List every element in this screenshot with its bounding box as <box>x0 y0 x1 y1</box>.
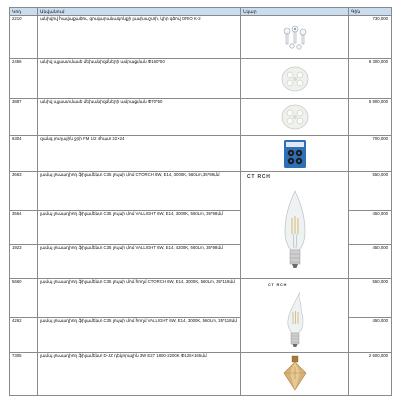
cell-code: 1923 <box>10 245 38 279</box>
cell-code: 3564 <box>10 211 38 245</box>
plastic-fittings-icon <box>275 22 315 52</box>
header-row <box>10 8 392 16</box>
cell-name: լամպ լուսադիոդ ֆիլամենտ C35 լույսի մոմ VALLIGHT 6W, E14, 3000K, 560Lm, 35*98մմ <box>38 211 241 245</box>
table-row <box>10 136 392 172</box>
cell-name: անիվ պլաստմասե մեխանիզմների ամրացման Փ160*50 <box>38 59 241 99</box>
cell-price: 2 600,000 <box>349 353 392 396</box>
white-wheel-icon <box>278 102 312 132</box>
price-list <box>9 7 391 396</box>
cell-price: 8 300,000 <box>349 59 392 99</box>
table-row <box>10 279 392 318</box>
cell-name: լամպ լուսադիոդ ֆիլամենտ C35 լույսի մոմ VALLIGHT 6W, E14, 4200K, 560Lm, 35*98մմ <box>38 245 241 279</box>
white-wheel-icon <box>278 64 312 94</box>
table-row <box>10 353 392 396</box>
cell-image <box>241 16 349 59</box>
cell-code: 5660 <box>10 279 38 318</box>
table-row <box>10 16 392 59</box>
decorative-diamond-bulb-icon <box>281 355 309 393</box>
header-name: Անվանում <box>38 8 241 16</box>
cell-price: 450,000 <box>349 317 392 352</box>
price-table <box>9 7 392 396</box>
header-price: Գին <box>349 8 392 16</box>
cell-price: 450,000 <box>349 245 392 279</box>
ctorch-logo: CT RCH <box>268 283 288 287</box>
cell-price: 550,000 <box>349 172 392 211</box>
table-row <box>10 59 392 99</box>
header-code: Կոդ <box>10 8 38 16</box>
cell-image <box>241 59 349 99</box>
table-row <box>10 172 392 211</box>
cell-code: 3887 <box>10 99 38 136</box>
cell-code: 2466 <box>10 59 38 99</box>
cell-name: լամպ լուսադիոդ ֆիլամենտ C35 լույսի մոմ հողմ VALLIGHT 6W, E14, 3000K, 560Lm, 35*118մմ <box>38 317 241 352</box>
cell-code: 4262 <box>10 317 38 352</box>
cell-price: 730,000 <box>349 16 392 59</box>
cell-code: 3663 <box>10 172 38 211</box>
cell-image <box>241 353 349 396</box>
cell-name: լամպ լուսադիոդ ֆիլամենտ D-JZ դեկորային 3W E27 1800-2200K Փ125×165մմ <box>38 353 241 396</box>
table-row <box>10 99 392 136</box>
cell-name: լամպ լուսադիոդ ֆիլամենտ C35 լույսի մոմ CTORCH 6W, E14, 3000K, 560Lm,35*98մմ <box>38 172 241 211</box>
cell-price: 550,000 <box>349 279 392 318</box>
cell-code: 2210 <box>10 16 38 59</box>
cell-image <box>241 136 349 172</box>
header-image: Նկար <box>241 8 349 16</box>
cell-image <box>241 172 349 279</box>
cell-code: 6304 <box>10 136 38 172</box>
ctorch-logo: CT RCH <box>247 174 271 180</box>
candle-bulb-icon <box>275 188 315 278</box>
cell-name: անիվով հավաքածու, զուգարանակոնքի լասխաշտի, կիր գծով ORIO K-2 <box>38 16 241 59</box>
cell-price: 700,000 <box>349 136 392 172</box>
blister-pack-washers-icon <box>281 138 309 170</box>
cell-image <box>241 279 349 353</box>
cell-name: անիվ պլաստմասե մեխանիզմների ամրացման Փ70*50 <box>38 99 241 136</box>
flame-tip-bulb-icon <box>280 290 310 352</box>
cell-code: 7305 <box>10 353 38 396</box>
cell-name: զանգ յուղային ջրի FM 1/2 4հատ 22×24 <box>38 136 241 172</box>
cell-image <box>241 99 349 136</box>
cell-price: 450,000 <box>349 211 392 245</box>
cell-name: լամպ լուսադիոդ ֆիլամենտ C35 լույսի մոմ հողմ CTORCH 6W, E14, 3000K, 560Lm, 35*118մմ <box>38 279 241 318</box>
cell-price: 5 900,000 <box>349 99 392 136</box>
